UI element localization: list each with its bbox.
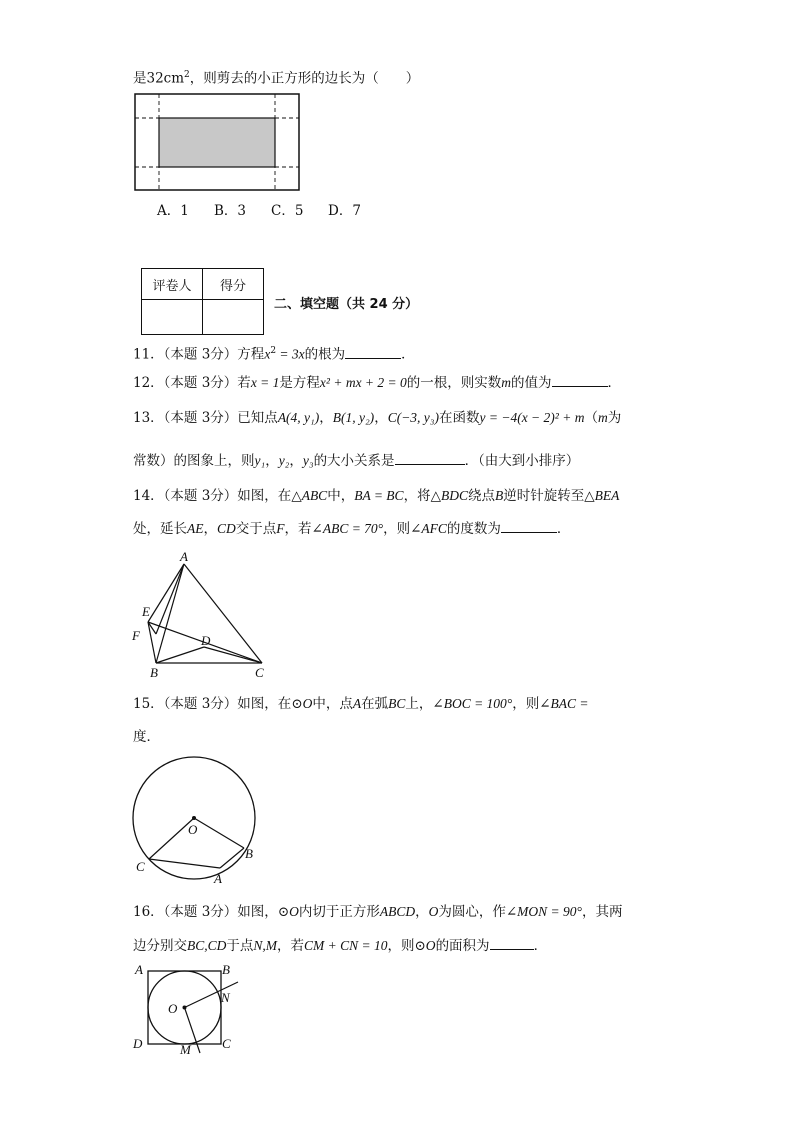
q14-eq: BA = BC [354,488,404,503]
q14-end: ． [556,521,571,537]
q14-answer-blank[interactable] [501,518,557,533]
q13-sep3: ， [265,453,279,469]
q12-cond: x = 1 [250,375,280,390]
q10-area-exp: 2 [184,70,190,80]
q14-line2a: 处，延长 [133,521,187,537]
q15-lead: 15．（本题 3分）如图，在 [133,696,292,712]
q15-mid4: ，则 [512,696,540,712]
q13-line2 [133,450,579,470]
q12-mid2: 的一根，则实数 [406,375,502,391]
q13-sep2: ， [374,410,388,426]
q13-y3: y₃ [302,453,314,468]
fig14-label-b: B [150,665,158,680]
q16-square: ABCD [379,904,416,919]
fig16-label-m: M [180,1042,191,1057]
q14-zhong: 中， [327,488,355,504]
q13-sep1: ， [319,410,333,426]
q11-answer-blank[interactable] [345,344,401,359]
q16-line2b: 于点 [226,938,254,954]
q14-f: F [276,521,285,536]
q14-angle: ∠ABC = 70° [311,521,384,536]
q16-mid: 内切于正方形 [298,904,380,920]
fig16-label-n: N [221,990,230,1005]
q15-bc: BC [388,696,406,711]
q11-eq-exp: 2 [270,346,277,356]
q10-stem-tail [133,66,419,88]
q11 [133,342,415,364]
q14-cd: CD [217,521,236,536]
q14-lead: 14．（本题 3分）如图，在 [133,488,292,504]
q11-eq-right: = 3x [276,346,305,362]
q10-option-b[interactable]: B．3 [214,203,247,219]
q15-angle-bac: ∠BAC = [539,696,589,711]
q14-tri-bea: △BEA [584,488,620,503]
q16-circle2: ⊙O [414,938,436,953]
q15-a: A [352,696,362,711]
score-table-score-cell[interactable] [203,300,264,335]
score-table [141,268,264,335]
q16-end: ． [533,938,548,954]
q16-mid4: ，其两 [581,904,623,920]
q16-cond: CM + CN = 10 [304,938,388,953]
q14-mid: ，将 [403,488,431,504]
q12-eq: x² + mx + 2 = 0 [319,375,407,390]
score-table-score-header: 得分 [203,269,264,300]
q15-circle: ⊙O [291,696,313,711]
score-table-reviewer-header: 评卷人 [142,269,203,300]
q15-mid2: 在弧 [361,696,389,712]
q13-m: m [597,410,608,425]
q11-eq-left: x [264,346,271,362]
q14-figure [128,550,288,680]
q14-tri-abc: △ABC [291,488,328,503]
q16-lead: 16．（本题 3分）如图， [133,904,278,920]
q16-mid3: 为圆心，作 [438,904,506,920]
q13-paren: （ [584,410,598,426]
q14-point-b: B [494,488,504,503]
q16-line2d: ，则 [387,938,415,954]
q10-figure [133,92,303,192]
q15-figure [128,752,268,892]
q12 [133,372,621,392]
q11-end: ． [401,346,415,363]
fig16-label-b: B [222,962,230,977]
q16-line2e: 的面积为 [435,938,490,954]
fig14-label-f: F [132,628,140,643]
q16-line2a: 边分别交 [133,938,187,954]
q16-circle: ⊙O [277,904,299,919]
q16-mid2: ， [415,904,429,920]
q14-line2b: 交于点 [235,521,277,537]
q16-bc-cd: BC,CD [187,938,227,953]
q15-line2 [133,727,160,746]
q10-option-c[interactable]: C．5 [271,203,304,219]
q13-line1 [133,409,621,427]
q13-function: y = −4(x − 2)² + m [479,410,585,425]
q11-tail: 的根为 [304,346,346,363]
q14-rot2: 逆时针旋转至 [503,488,585,504]
q16-answer-blank[interactable] [490,935,534,950]
q16-figure [130,960,250,1060]
q12-end: ． [607,375,622,391]
q12-tail: 的值为 [511,375,552,391]
q10-option-a[interactable]: A．1 [157,203,189,219]
fig16-label-a: A [135,962,143,977]
q13-point-b: B(1, y₂) [332,410,375,425]
q14-tri-bdc: △BDC [430,488,468,503]
q11-lead: 11．（本题 3分）方程 [133,346,265,363]
q12-mid: 是方程 [279,375,320,391]
q10-text: ，则剪去的小正方形的边长为（ ） [189,70,420,87]
q14-sep: ， [203,521,217,537]
fig14-label-e: E [142,604,150,619]
fig15-label-c: C [136,859,145,874]
q14-line2d: ，则 [383,521,411,537]
fig15-label-o: O [188,822,198,837]
q15-angle: ∠BOC = 100° [432,696,513,711]
fig14-label-d: D [201,633,211,648]
fig15-label-b: B [245,846,253,861]
q15-mid3: 上， [405,696,433,712]
q14-line1 [133,487,619,505]
q12-answer-blank[interactable] [552,372,608,387]
q14-rot: 绕点 [467,488,495,504]
q13-point-a: A(4, y₁) [277,410,320,425]
q15-mid: 中，点 [312,696,353,712]
q16-o: O [428,904,439,919]
q16-nm: N,M [253,938,278,953]
q10-prefix: 是 [133,70,147,87]
fig16-label-o: O [168,1001,178,1016]
section-title: 二、填空题（共 24 分） [274,297,419,312]
q14-ae: AE [187,521,204,536]
q13-mid: 在函数 [438,410,480,426]
q13-y1: y₁ [254,453,266,468]
q15-line1 [133,695,589,713]
fig16-label-d: D [133,1036,143,1051]
q13-point-c: C(−3, y₃) [387,410,439,425]
fig14-label-a: A [180,549,188,564]
q12-var: m [501,375,512,390]
q13-lead: 13．（本题 3分）已知点 [133,410,278,426]
q16-angle: ∠MON = 90° [505,904,582,919]
q14-line2e: 的度数为 [446,521,501,537]
q13-line2a: 常数）的图象上，则 [133,453,255,469]
q14-angle-afc: ∠AFC [410,521,447,536]
score-table-reviewer-cell[interactable] [142,300,203,335]
q13-line2b: 的大小关系是 [313,453,395,469]
q16-line2c: ，若 [277,938,305,954]
q10-area: 32cm [146,70,185,87]
q13-answer-blank[interactable] [395,450,465,465]
q13-y2: y₂ [278,453,290,468]
fig15-label-a: A [214,871,222,886]
q16-line2 [133,935,547,955]
q16-line1 [133,903,622,921]
fig14-label-c: C [255,665,264,680]
q13-line2c: ．（由大到小排序） [464,453,580,469]
q12-lead: 12．（本题 3分）若 [133,375,251,391]
q13-wei: 为 [607,410,622,426]
q14-line2 [133,518,570,538]
fig16-label-c: C [222,1036,231,1051]
q10-option-d[interactable]: D．7 [328,203,361,219]
q13-sep4: ， [289,453,303,469]
q14-line2c: ，若 [284,521,312,537]
q15-line2: 度． [133,729,160,745]
